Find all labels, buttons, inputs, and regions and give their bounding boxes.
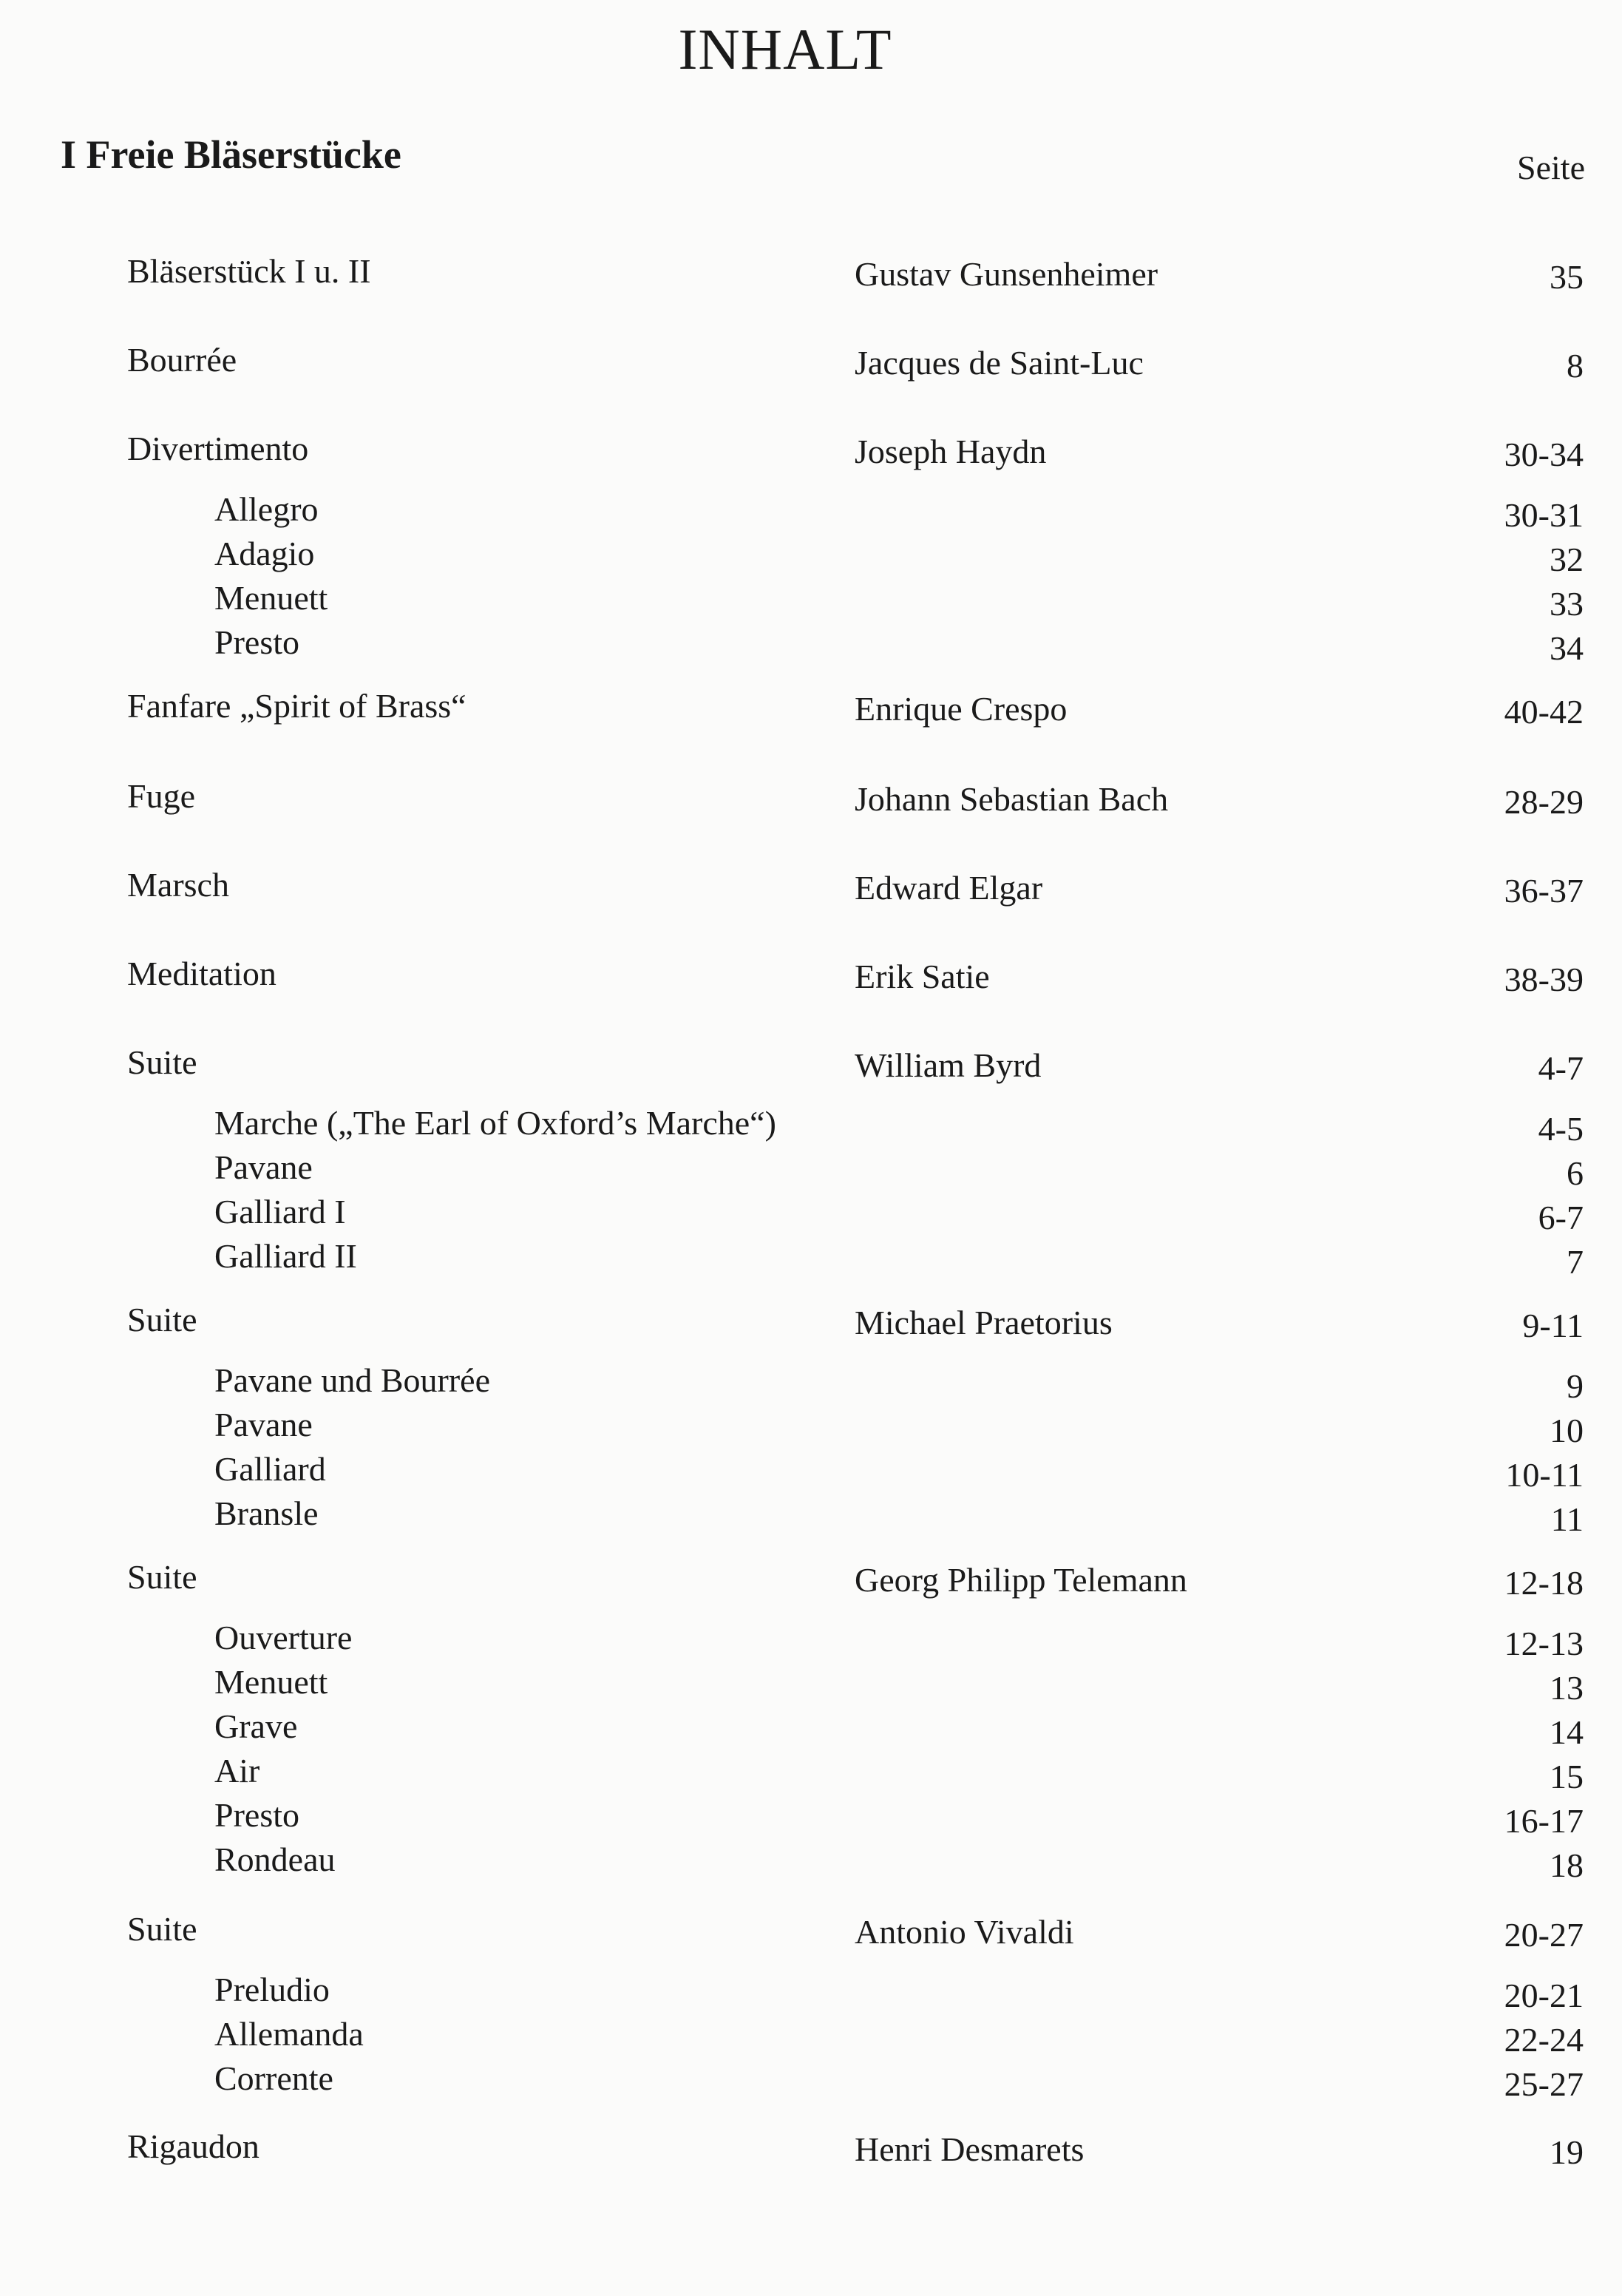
toc-subentry [0,2059,1622,2103]
entry-composer: Enrique Crespo [855,690,1068,728]
entry-pages: 28-29 [1504,783,1584,821]
entry-pages: 30-31 [1504,496,1584,534]
entry-title: Rigaudon [127,2127,259,2165]
toc-entry [0,686,1622,731]
toc-entry [0,1909,1622,1954]
entry-composer: William Byrd [855,1046,1042,1084]
entry-pages: 15 [1550,1758,1584,1795]
entry-pages: 9-11 [1522,1307,1584,1344]
entry-pages: 19 [1550,2133,1584,2171]
entry-pages: 36-37 [1504,872,1584,910]
toc-subentry [0,1970,1622,2014]
entry-title: Presto [214,623,299,661]
entry-pages: 8 [1567,347,1584,385]
entry-pages: 35 [1550,258,1584,296]
entry-pages: 10 [1550,1412,1584,1449]
toc-subentry [0,490,1622,534]
toc-subentry [0,1236,1622,1281]
entry-title: Pavane und Bourrée [214,1361,490,1399]
toc-entry [0,865,1622,910]
entry-title: Adagio [214,535,315,572]
toc-entry [0,1557,1622,1602]
toc-entry [0,340,1622,385]
toc-subentry [0,623,1622,667]
entry-title: Suite [127,1043,197,1081]
entry-title: Bläserstück I u. II [127,252,371,290]
entry-title: Fanfare „Spirit of Brass“ [127,687,466,725]
entry-title: Galliard [214,1450,326,1488]
toc-subentry [0,1840,1622,1884]
toc-subentry [0,1795,1622,1840]
entry-composer: Johann Sebastian Bach [855,780,1169,818]
toc-subentry [0,1751,1622,1795]
toc-subentry [0,1148,1622,1192]
entry-composer: Antonio Vivaldi [855,1913,1074,1951]
toc-subentry [0,1707,1622,1751]
toc-entry [0,954,1622,998]
entry-pages: 33 [1550,585,1584,623]
entry-pages: 30-34 [1504,436,1584,473]
toc-subentry [0,1618,1622,1662]
entry-title: Corrente [214,2059,333,2097]
entry-title: Ouverture [214,1619,353,1656]
entry-composer: Edward Elgar [855,869,1043,907]
entry-pages: 20-21 [1504,1977,1584,2014]
entry-title: Suite [127,1301,197,1338]
entry-pages: 7 [1567,1243,1584,1281]
toc-subentry [0,1494,1622,1538]
entry-pages: 34 [1550,629,1584,667]
toc-entry [0,429,1622,473]
entry-composer: Gustav Gunsenheimer [855,255,1158,293]
entry-title: Bourrée [127,341,237,379]
entry-pages: 4-7 [1538,1049,1584,1087]
entry-pages: 40-42 [1504,693,1584,731]
entry-pages: 6-7 [1538,1199,1584,1236]
toc-entry [0,1300,1622,1344]
section-heading: I Freie Bläserstücke [61,132,401,177]
toc-subentry [0,1192,1622,1236]
entry-pages: 14 [1550,1713,1584,1751]
entry-pages: 18 [1550,1846,1584,1884]
entry-title: Grave [214,1707,298,1745]
entry-title: Pavane [214,1406,313,1443]
page-title: INHALT [678,17,892,81]
entry-pages: 11 [1550,1500,1584,1538]
entry-title: Galliard I [214,1193,346,1230]
toc-entry [0,2127,1622,2171]
entry-title: Allemanda [214,2015,364,2053]
entry-pages: 4-5 [1538,1110,1584,1148]
page-column-label: Seite [1517,149,1585,186]
entry-pages: 25-27 [1504,2065,1584,2103]
entry-title: Pavane [214,1148,313,1186]
entry-title: Divertimento [127,430,309,467]
toc-entry [0,776,1622,821]
entry-composer: Michael Praetorius [855,1304,1113,1341]
entry-pages: 22-24 [1504,2021,1584,2059]
toc-subentry [0,2014,1622,2059]
toc-subentry [0,534,1622,578]
entry-title: Bransle [214,1494,319,1532]
toc-subentry [0,1405,1622,1449]
entry-composer: Jacques de Saint-Luc [855,344,1144,382]
entry-title: Rondeau [214,1840,336,1878]
entry-pages: 10-11 [1505,1456,1584,1494]
entry-title: Menuett [214,579,328,617]
toc-entry [0,251,1622,296]
entry-title: Galliard II [214,1237,357,1275]
entry-title: Fuge [127,777,195,815]
entry-pages: 38-39 [1504,961,1584,998]
entry-pages: 16-17 [1504,1802,1584,1840]
entry-pages: 12-13 [1504,1625,1584,1662]
entry-composer: Georg Philipp Telemann [855,1561,1187,1599]
entry-pages: 12-18 [1504,1564,1584,1602]
toc-subentry [0,1449,1622,1494]
toc-entry [0,1043,1622,1087]
entry-composer: Erik Satie [855,958,990,995]
toc-subentry [0,578,1622,623]
entry-title: Marsch [127,866,229,904]
entry-pages: 32 [1550,541,1584,578]
entry-pages: 13 [1550,1669,1584,1707]
entry-pages: 9 [1567,1367,1584,1405]
entry-title: Marche („The Earl of Oxford’s Marche“) [214,1104,776,1142]
entry-title: Meditation [127,955,276,992]
entry-title: Allegro [214,490,319,528]
toc-subentry [0,1662,1622,1707]
entry-composer: Henri Desmarets [855,2130,1085,2168]
entry-title: Suite [127,1558,197,1596]
entry-title: Preludio [214,1971,330,2008]
entry-title: Suite [127,1910,197,1948]
entry-composer: Joseph Haydn [855,433,1047,470]
entry-title: Presto [214,1796,299,1834]
entry-title: Menuett [214,1663,328,1701]
toc-subentry [0,1103,1622,1148]
entry-pages: 20-27 [1504,1916,1584,1954]
entry-pages: 6 [1567,1154,1584,1192]
entry-title: Air [214,1752,260,1789]
toc-subentry [0,1361,1622,1405]
